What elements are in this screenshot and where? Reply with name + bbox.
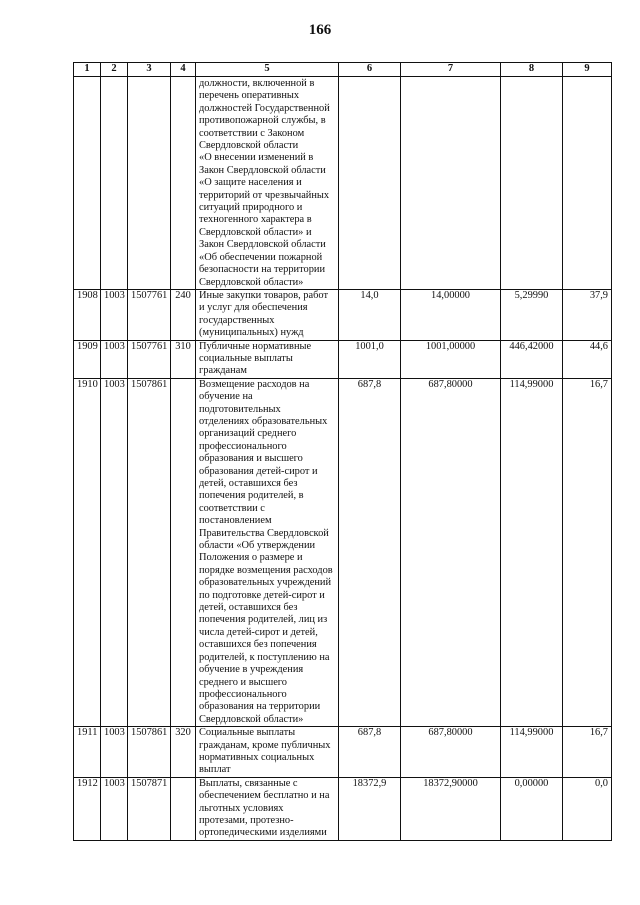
percent-cell: 37,9 (563, 289, 612, 340)
section-code-cell: 1003 (101, 727, 128, 778)
approved-amount-cell: 14,0 (339, 289, 401, 340)
plan-amount-cell: 14,00000 (401, 289, 501, 340)
expense-type-cell: 320 (171, 727, 196, 778)
executed-amount-cell (501, 77, 563, 290)
row-number-cell: 1909 (74, 340, 101, 378)
column-header: 3 (128, 63, 171, 77)
table-row (74, 340, 612, 378)
approved-amount-cell (339, 77, 401, 290)
section-code-cell (101, 77, 128, 290)
page-number: 166 (308, 22, 332, 38)
executed-amount-cell: 5,29990 (501, 289, 563, 340)
target-code-cell: 1507871 (128, 777, 171, 840)
description-cell: Выплаты, связанные с обеспечением бесплатно и на льготных условиях протезами, протезно- ортопедическими изделиями (196, 777, 339, 840)
expense-type-cell (171, 77, 196, 290)
row-number-cell: 1908 (74, 289, 101, 340)
header-row (74, 63, 612, 77)
row-number-cell: 1912 (74, 777, 101, 840)
table-row (74, 777, 612, 840)
target-code-cell: 1507761 (128, 340, 171, 378)
budget-table (73, 62, 612, 841)
description-cell: Публичные нормативные социальные выплаты гражданам (196, 340, 339, 378)
executed-amount-cell: 114,99000 (501, 378, 563, 726)
target-code-cell: 1507861 (128, 378, 171, 726)
row-number-cell: 1910 (74, 378, 101, 726)
plan-amount-cell: 687,80000 (401, 378, 501, 726)
description-cell: Возмещение расходов на обучение на подготовительных отделениях образовательных организаций среднего профессионального образования и высшего образования детей-сирот и детей, оставшихся без попечения родителей, в соответствии с постановлением Правительства Свердловской области «Об утверждении Положения о размере и порядке возмещения расходов образовательных учреждений по подготовке детей-сирот и детей, оставшихся без попечения родителей, лиц из числа детей-сирот и детей, оставшихся без попечения родителей, к поступлению на обучение в учреждения среднего и высшего профессионального образования на территории Свердловской области» (196, 378, 339, 726)
target-code-cell (128, 77, 171, 290)
column-header: 4 (171, 63, 196, 77)
row-number-cell: 1911 (74, 727, 101, 778)
percent-cell: 44,6 (563, 340, 612, 378)
row-number-cell (74, 77, 101, 290)
expense-type-cell (171, 378, 196, 726)
column-header: 8 (501, 63, 563, 77)
expense-type-cell (171, 777, 196, 840)
section-code-cell: 1003 (101, 289, 128, 340)
section-code-cell: 1003 (101, 378, 128, 726)
expense-type-cell: 310 (171, 340, 196, 378)
column-header: 5 (196, 63, 339, 77)
column-header: 1 (74, 63, 101, 77)
approved-amount-cell: 1001,0 (339, 340, 401, 378)
executed-amount-cell: 446,42000 (501, 340, 563, 378)
plan-amount-cell: 687,80000 (401, 727, 501, 778)
plan-amount-cell: 1001,00000 (401, 340, 501, 378)
plan-amount-cell: 18372,90000 (401, 777, 501, 840)
description-cell: Иные закупки товаров, работ и услуг для обеспечения государственных (муниципальных) нужд (196, 289, 339, 340)
percent-cell: 16,7 (563, 727, 612, 778)
table-row (74, 378, 612, 726)
column-header: 9 (563, 63, 612, 77)
percent-cell (563, 77, 612, 290)
section-code-cell: 1003 (101, 777, 128, 840)
percent-cell: 0,0 (563, 777, 612, 840)
column-header: 2 (101, 63, 128, 77)
description-cell: должности, включенной в перечень оперативных должностей Государственной противопожарной службы, в соответствии с Законом Свердловской области «О внесении изменений в Закон Свердловской области «О защите населения и территорий от чрезвычайных ситуаций природного и техногенного характера в Свердловской области» и Закон Свердловской области «Об обеспечении пожарной безопасности на территории Свердловской области» (196, 77, 339, 290)
column-header: 7 (401, 63, 501, 77)
table-row (74, 77, 612, 290)
description-cell: Социальные выплаты гражданам, кроме публичных нормативных социальных выплат (196, 727, 339, 778)
target-code-cell: 1507761 (128, 289, 171, 340)
section-code-cell: 1003 (101, 340, 128, 378)
target-code-cell: 1507861 (128, 727, 171, 778)
approved-amount-cell: 687,8 (339, 727, 401, 778)
percent-cell: 16,7 (563, 378, 612, 726)
expense-type-cell: 240 (171, 289, 196, 340)
approved-amount-cell: 18372,9 (339, 777, 401, 840)
approved-amount-cell: 687,8 (339, 378, 401, 726)
table-row (74, 289, 612, 340)
table-row (74, 727, 612, 778)
executed-amount-cell: 114,99000 (501, 727, 563, 778)
executed-amount-cell: 0,00000 (501, 777, 563, 840)
plan-amount-cell (401, 77, 501, 290)
column-header: 6 (339, 63, 401, 77)
